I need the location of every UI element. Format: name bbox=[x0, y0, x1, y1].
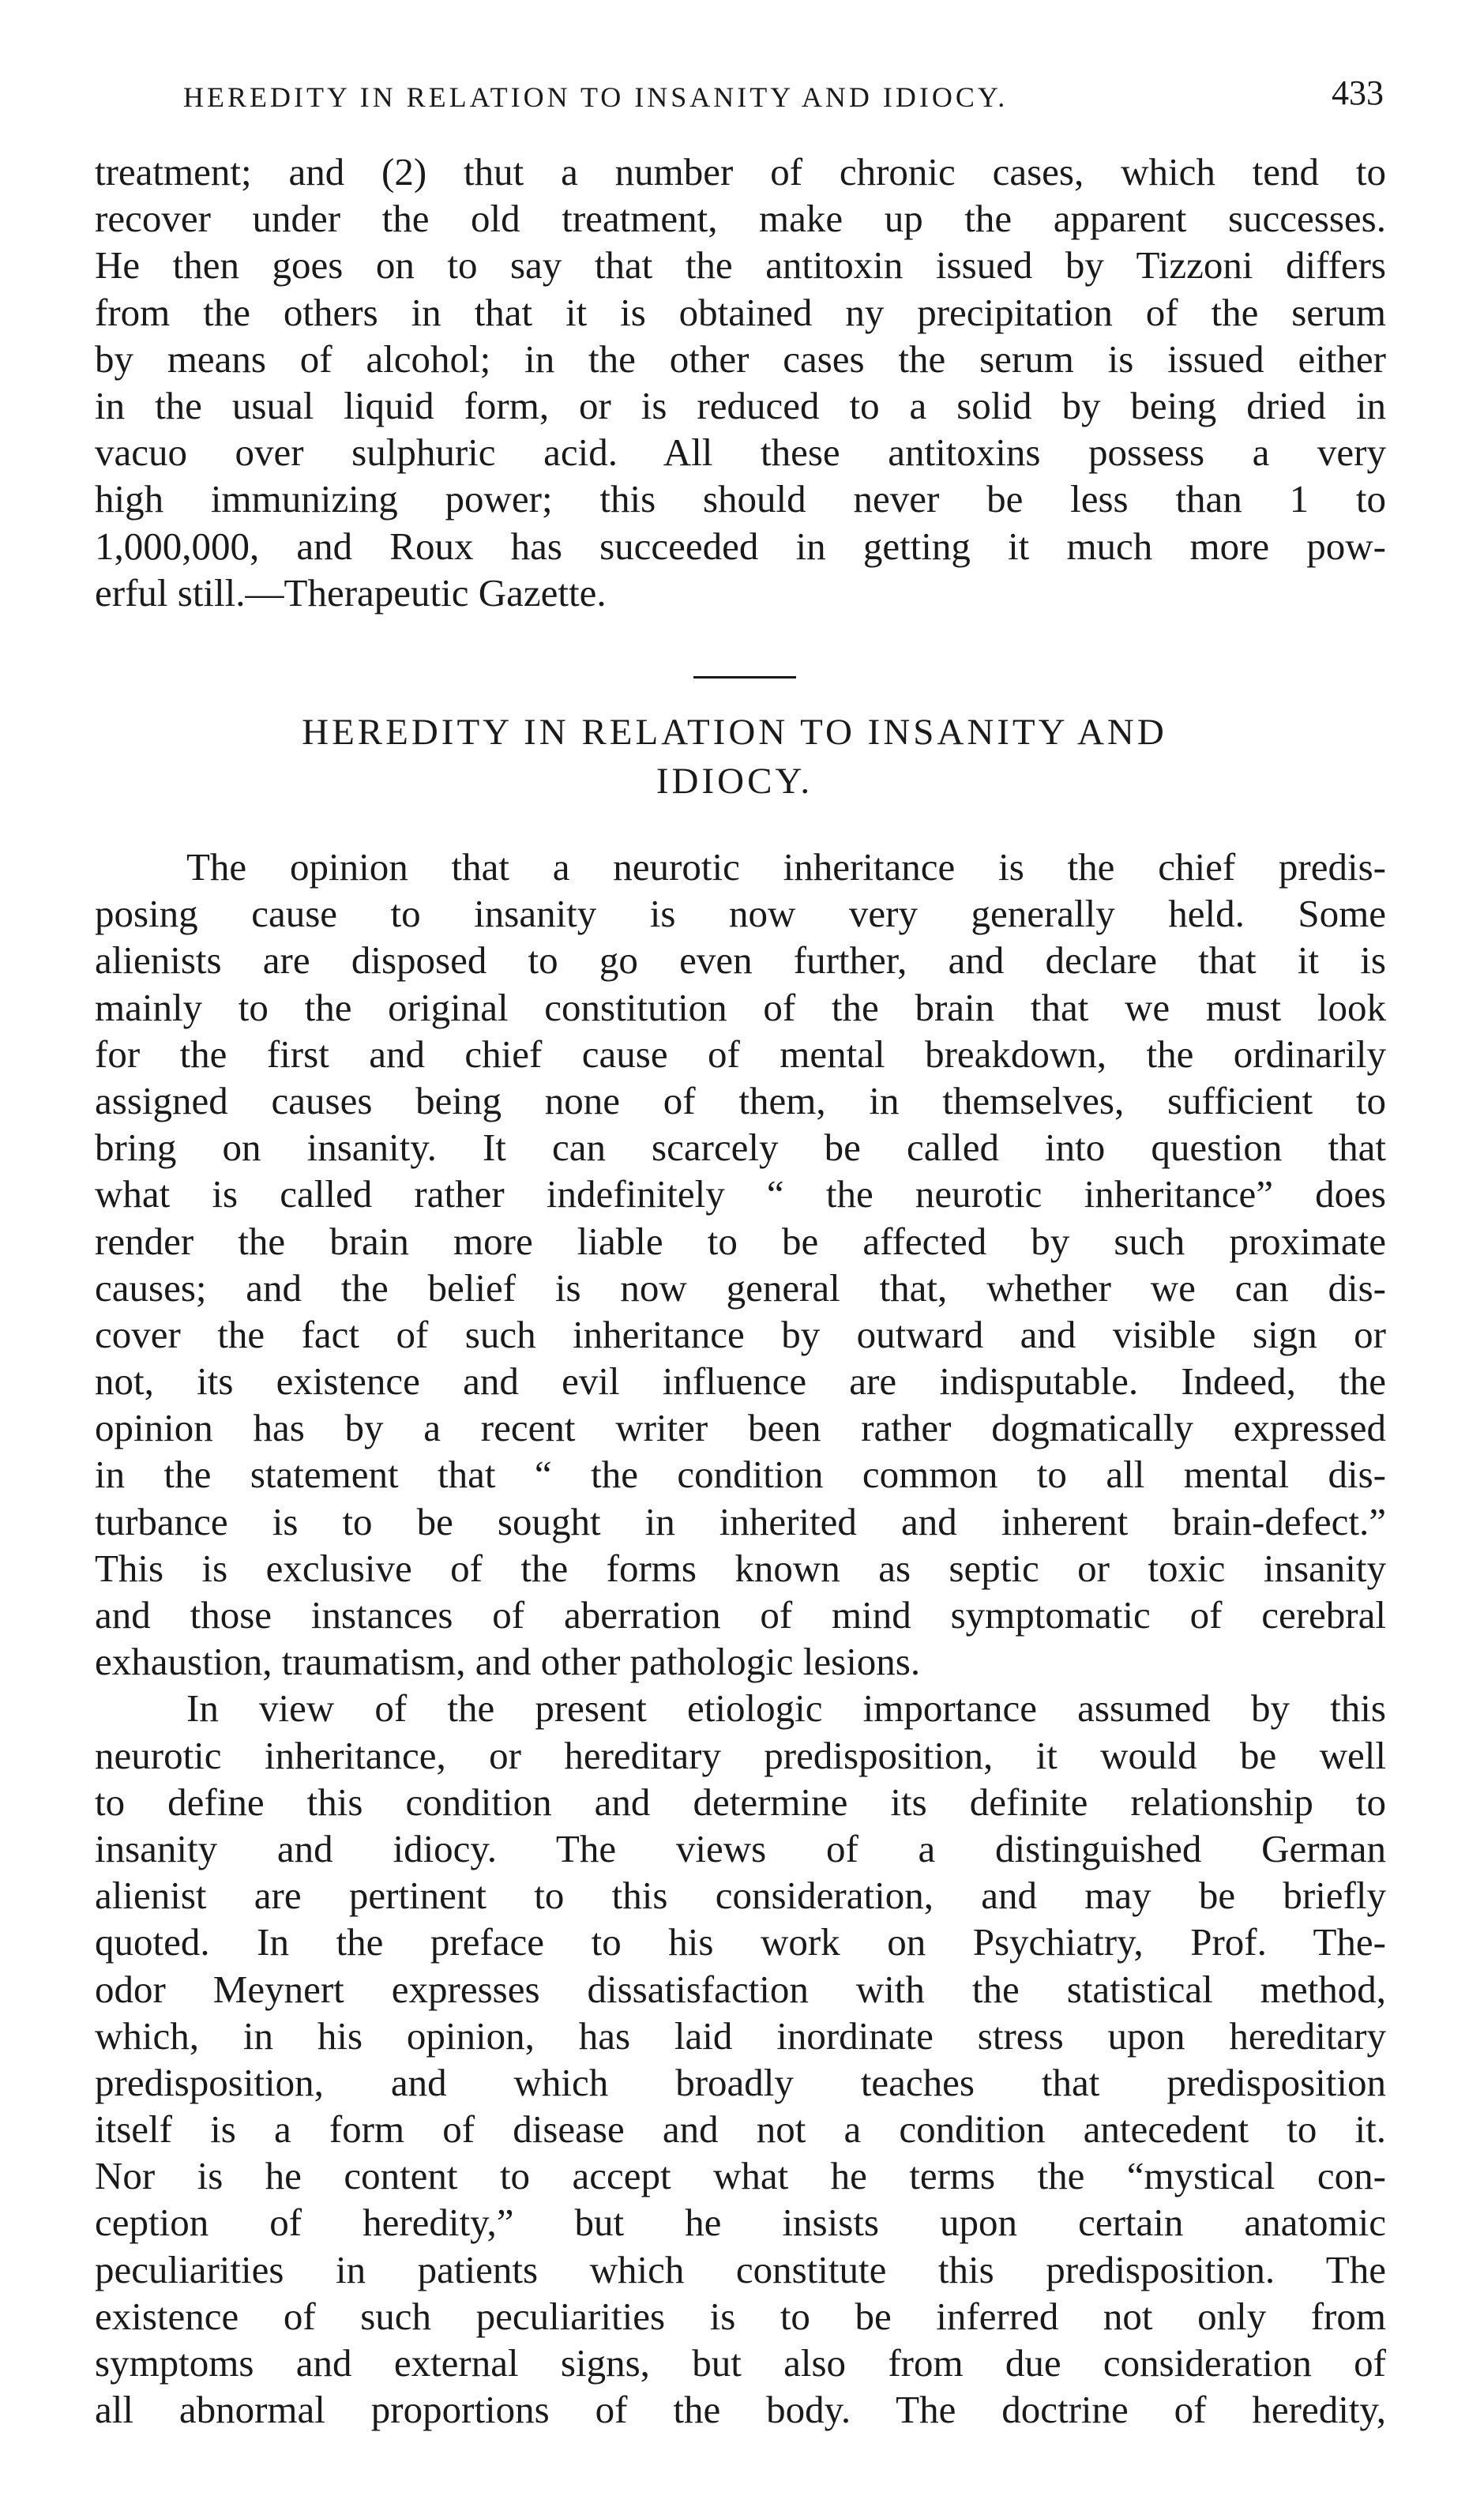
text-line: recover under the old treatment, make up the apparent successes. bbox=[95, 197, 1386, 241]
text-line: vacuo over sulphuric acid. All these antitoxins possess a very bbox=[95, 430, 1386, 475]
text-line: This is exclusive of the forms known as septic or toxic insanity bbox=[95, 1546, 1386, 1590]
text-line: exhaustion, traumatism, and other pathologic lesions. bbox=[95, 1640, 921, 1684]
text-line: by means of alcohol; in the other cases the serum is issued either bbox=[95, 336, 1386, 381]
text-line: in the statement that “ the condition common to all mental dis- bbox=[95, 1453, 1386, 1497]
article-body bbox=[95, 844, 1386, 2433]
text-line: turbance is to be sought in inherited and inherent brain-defect.” bbox=[95, 1499, 1386, 1543]
text-line: to define this condition and determine its definite relationship to bbox=[95, 1780, 1386, 1824]
text-line: He then goes on to say that the antitoxin issued by Tizzoni differs bbox=[95, 243, 1386, 288]
text-line: Nor is he content to accept what he terms the “mystical con- bbox=[95, 2154, 1386, 2198]
text-line: which, in his opinion, has laid inordinate stress upon hereditary bbox=[95, 2013, 1386, 2058]
text-line: what is called rather indefinitely “ the neurotic inheritance” does bbox=[95, 1172, 1386, 1216]
text-line: neurotic inheritance, or hereditary predisposition, it would be well bbox=[95, 1733, 1386, 1777]
text-line: itself is a form of disease and not a condition antecedent to it. bbox=[95, 2107, 1386, 2152]
text-line: In view of the present etiologic importance assumed by this bbox=[186, 1686, 1386, 1731]
article-heading bbox=[158, 708, 1311, 806]
text-line: insanity and idiocy. The views of a distinguished German bbox=[95, 1826, 1386, 1870]
text-line: predisposition, and which broadly teaches that predisposition bbox=[95, 2060, 1386, 2104]
text-line: symptoms and external signs, but also from due consideration of bbox=[95, 2341, 1386, 2385]
text-line: assigned causes being none of them, in themselves, sufficient to bbox=[95, 1078, 1386, 1122]
text-line: existence of such peculiarities is to be inferred not only from bbox=[95, 2294, 1386, 2338]
article-paragraph bbox=[95, 1685, 1386, 2433]
text-line: not, its existence and evil influence are indisputable. Indeed, the bbox=[95, 1359, 1386, 1404]
text-line: cover the fact of such inheritance by outward and visible sign or bbox=[95, 1312, 1386, 1356]
text-line: 1,000,000, and Roux has succeeded in getting it much more pow- bbox=[95, 524, 1386, 568]
section-divider bbox=[0, 676, 1484, 684]
text-line: mainly to the original constitution of the brain that we must look bbox=[95, 985, 1386, 1029]
text-line: posing cause to insanity is now very generally held. Some bbox=[95, 892, 1386, 936]
text-line: from the others in that it is obtained ny precipitation of the serum bbox=[95, 290, 1386, 334]
running-header bbox=[183, 73, 1384, 120]
text-line: opinion has by a recent writer been rather dogmatically expressed bbox=[95, 1406, 1386, 1450]
text-line: erful still.—Therapeutic Gazette. bbox=[95, 570, 607, 615]
page-number: 433 bbox=[1332, 73, 1384, 112]
text-line: alienist are pertinent to this consideration, and may be briefly bbox=[95, 1874, 1386, 1918]
divider-rule bbox=[693, 676, 796, 678]
text-line: treatment; and (2) thut a number of chronic cases, which tend to bbox=[95, 150, 1386, 194]
text-line: odor Meynert expresses dissatisfaction with the statistical method, bbox=[95, 1967, 1386, 2011]
continued-paragraph bbox=[95, 148, 1386, 616]
running-title: HEREDITY IN RELATION TO INSANITY AND IDIOCY. bbox=[183, 81, 1009, 113]
text-line: in the usual liquid form, or is reduced to a solid by being dried in bbox=[95, 383, 1386, 427]
text-line: The opinion that a neurotic inheritance is the chief predis- bbox=[186, 845, 1386, 889]
article-heading-line: HEREDITY IN RELATION TO INSANITY AND bbox=[302, 712, 1167, 753]
text-line: peculiarities in patients which constitute this predisposition. The bbox=[95, 2247, 1386, 2291]
text-line: quoted. In the preface to his work on Psychiatry, Prof. The- bbox=[95, 1920, 1386, 1964]
text-line: bring on insanity. It can scarcely be called into question that bbox=[95, 1126, 1386, 1170]
text-line: all abnormal proportions of the body. The doctrine of heredity, bbox=[95, 2388, 1386, 2432]
text-line: causes; and the belief is now general that, whether we can dis- bbox=[95, 1265, 1386, 1310]
article-heading-line: IDIOCY. bbox=[656, 761, 813, 802]
text-line: render the brain more liable to be affected by such proximate bbox=[95, 1219, 1386, 1263]
text-line: alienists are disposed to go even further, and declare that it is bbox=[95, 938, 1386, 983]
text-line: and those instances of aberration of mind symptomatic of cerebral bbox=[95, 1593, 1386, 1637]
text-line: for the first and chief cause of mental breakdown, the ordinarily bbox=[95, 1032, 1386, 1076]
text-line: high immunizing power; this should never be less than 1 to bbox=[95, 477, 1386, 521]
text-line: ception of heredity,” but he insists upon certain anatomic bbox=[95, 2201, 1386, 2245]
article-paragraph bbox=[95, 844, 1386, 1685]
